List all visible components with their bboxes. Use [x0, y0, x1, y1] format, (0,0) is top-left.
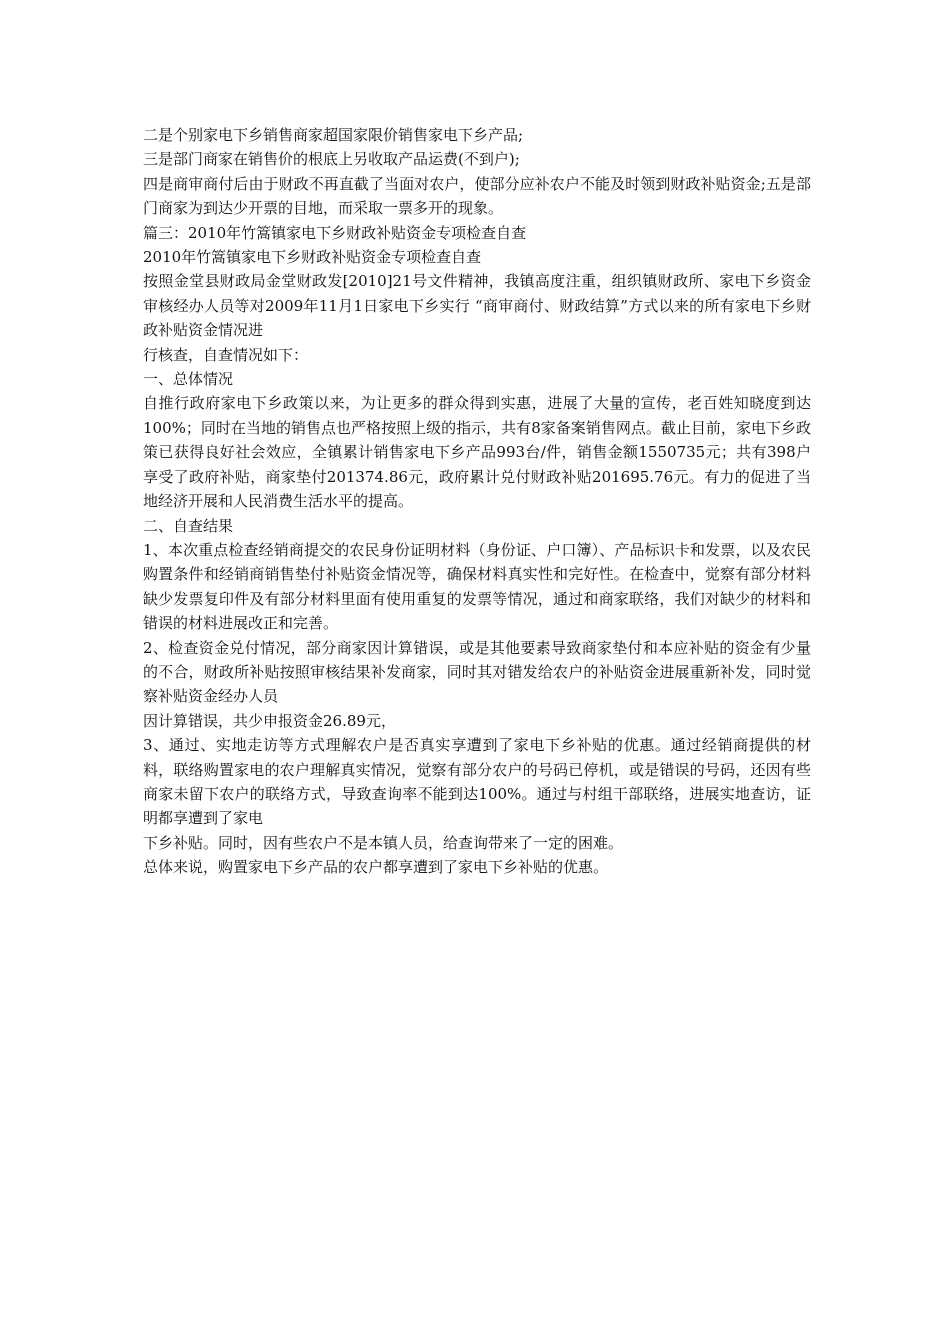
heading-self-check-results: 二、自查结果 — [143, 516, 234, 535]
intro-paragraph-continued: 行核查，自查情况如下： — [143, 345, 309, 364]
paragraph-point-two: 二是个别家电下乡销售商家超国家限价销售家电下乡产品; — [143, 126, 524, 144]
paragraph-point-four-five: 四是商审商付后由于财政不再直截了当面对农户，使部分应补农户不能及时领到财政补贴资金;五是部门商家为到达少开票的目地，而采取一票多开的现象。 — [143, 174, 811, 218]
overall-situation-paragraph: 自推行政府家电下乡政策以来，为让更多的群众得到实惠，进展了大量的宣传，老百姓知晓度到达100%；同时在当地的销售点也严格按照上级的指示，共有8家备案销售网点。截止目前，家电下乡政策已获得良好社会效应，全镇累计销售家电下乡产品993台/件，销售金额1550735元；共有398户享受了政府补贴，商家垫付201374.86元，政府累计兑付财政补贴201695.76元。有力的促进了当地经济开展和人民消费生活水平的提高。 — [143, 394, 811, 511]
section-heading: 篇三：2010年竹篙镇家电下乡财政补贴资金专项检查自查 — [143, 223, 527, 242]
result-item-3: 3、通过、实地走访等方式理解农户是否真实享遭到了家电下乡补贴的优惠。通过经销商提供的材料，联络购置家电的农户理解真实情况，觉察有部分农户的号码已停机，或是错误的号码，还因有些商家未留下农户的联络方式，导致查询率不能到达100%。通过与村组干部联络，进展实地查访，证明都享遭到了家电 — [143, 736, 811, 828]
document-body — [143, 123, 811, 880]
intro-paragraph: 按照金堂县财政局金堂财政发[2010]21号文件精神，我镇高度注重，组织镇财政所、家电下乡资金审核经办人员等对2009年11月1日家电下乡实行 “商审商付、财政结算”方式以来的所有家电下乡财政补贴资金情况进 — [143, 272, 811, 340]
result-item-2: 2、检查资金兑付情况，部分商家因计算错误，或是其他要素导致商家垫付和本应补贴的资金有少量的不合，财政所补贴按照审核结果补发商家，同时其对错发给农户的补贴资金进展重新补发，同时觉察补贴资金经办人员 — [143, 638, 811, 706]
paragraph-point-three: 三是部门商家在销售价的根底上另收取产品运费(不到户); — [143, 150, 520, 169]
result-item-3-continued: 下乡补贴。同时，因有些农户不是本镇人员，给查询带来了一定的困难。 — [143, 833, 624, 852]
result-item-2-continued: 因计算错误，共少申报资金26.89元， — [143, 711, 396, 730]
result-item-1: 1、本次重点检查经销商提交的农民身份证明材料（身份证、户口簿）、产品标识卡和发票，以及农民购置条件和经销商销售垫付补贴资金情况等，确保材料真实性和完好性。在检查中，觉察有部分材料缺少发票复印件及有部分材料里面有使用重复的发票等情况，通过和商家联络，我们对缺少的材料和错误的材料进展改正和完善。 — [143, 540, 811, 633]
heading-overall-situation: 一、总体情况 — [143, 370, 234, 389]
conclusion-paragraph: 总体来说，购置家电下乡产品的农户都享遭到了家电下乡补贴的优惠。 — [143, 858, 609, 877]
document-title: 2010年竹篙镇家电下乡财政补贴资金专项检查自查 — [143, 248, 482, 267]
